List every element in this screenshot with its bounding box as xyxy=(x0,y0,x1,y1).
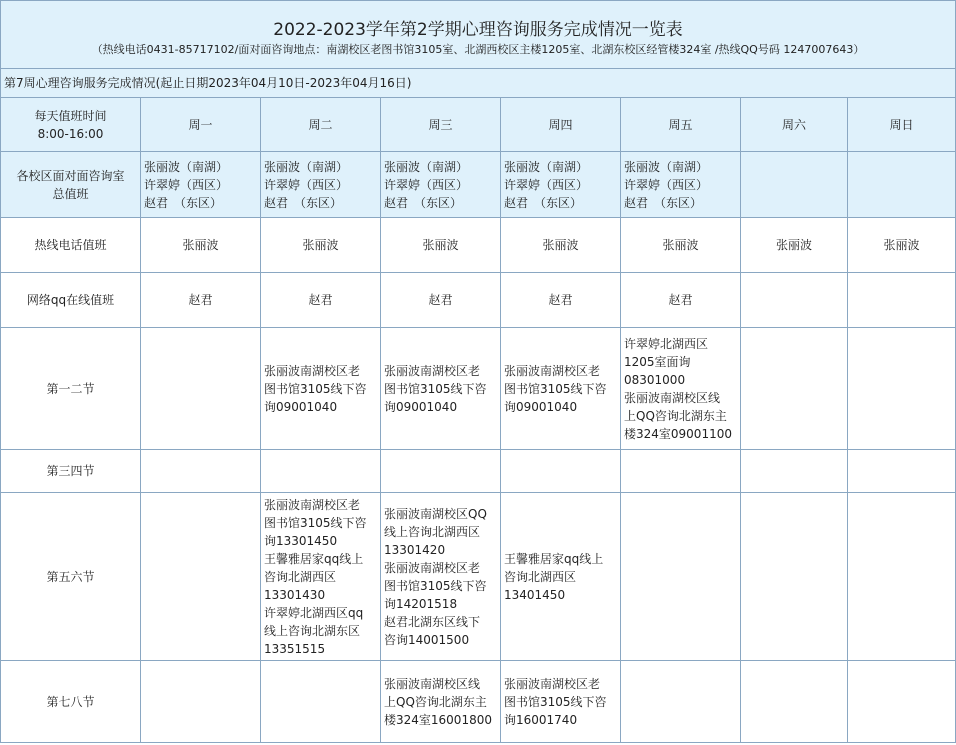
table-cell xyxy=(141,493,261,661)
table-cell xyxy=(848,152,956,218)
table-cell xyxy=(261,450,381,493)
table-cell xyxy=(741,152,848,218)
day-header-fri: 周五 xyxy=(621,98,741,152)
table-cell: 张丽波 xyxy=(141,218,261,273)
table-cell: 赵君 xyxy=(621,273,741,328)
table-cell xyxy=(141,661,261,743)
period-row xyxy=(1,69,956,98)
table-row xyxy=(1,493,956,661)
table-cell: 张丽波 xyxy=(261,218,381,273)
title-row xyxy=(1,1,956,69)
day-header-sat: 周六 xyxy=(741,98,848,152)
table-cell xyxy=(741,493,848,661)
duty-hours-label: 每天值班时间 xyxy=(34,108,107,123)
table-cell: 赵君 xyxy=(141,273,261,328)
table-cell: 张丽波南湖校区QQ 线上咨询北湖西区 13301420 张丽波南湖校区老 图书馆3105线下咨 询14201518 赵君北湖东区线下 咨询14001500 xyxy=(381,493,501,661)
table-cell: 张丽波（南湖） 许翠婷（西区） 赵君 （东区） xyxy=(141,152,261,218)
table-cell: 张丽波 xyxy=(381,218,501,273)
table-cell xyxy=(741,661,848,743)
duty-hours-header xyxy=(1,98,141,152)
table-cell: 张丽波南湖校区老 图书馆3105线下咨 询16001740 xyxy=(501,661,621,743)
table-cell: 张丽波南湖校区老 图书馆3105线下咨 询09001040 xyxy=(501,328,621,450)
table-cell xyxy=(741,273,848,328)
day-header-mon: 周一 xyxy=(141,98,261,152)
table-cell: 王馨雅居家qq线上 咨询北湖西区 13401450 xyxy=(501,493,621,661)
table-cell: 张丽波 xyxy=(501,218,621,273)
row-label: 第三四节 xyxy=(1,450,141,493)
row-label: 网络qq在线值班 xyxy=(1,273,141,328)
table-cell xyxy=(848,493,956,661)
table-cell: 张丽波南湖校区老 图书馆3105线下咨 询09001040 xyxy=(381,328,501,450)
table-cell xyxy=(848,273,956,328)
table-cell xyxy=(848,661,956,743)
day-header-tue: 周二 xyxy=(261,98,381,152)
day-header-thu: 周四 xyxy=(501,98,621,152)
row-label: 各校区面对面咨询室 总值班 xyxy=(1,152,141,218)
table-cell: 赵君 xyxy=(261,273,381,328)
table-row xyxy=(1,218,956,273)
row-label: 第七八节 xyxy=(1,661,141,743)
table-cell xyxy=(741,328,848,450)
table-cell: 张丽波 xyxy=(621,218,741,273)
table-cell xyxy=(261,661,381,743)
day-header-wed: 周三 xyxy=(381,98,501,152)
page-title: 2022-2023学年第2学期心理咨询服务完成情况一览表 xyxy=(273,19,683,40)
table-cell xyxy=(501,450,621,493)
table-cell xyxy=(741,450,848,493)
table-row xyxy=(1,152,956,218)
table-cell: 许翠婷北湖西区 1205室面询 08301000 张丽波南湖校区线 上QQ咨询北湖东主 楼324室09001100 xyxy=(621,328,741,450)
table-cell: 张丽波 xyxy=(741,218,848,273)
row-label: 热线电话值班 xyxy=(1,218,141,273)
table-cell xyxy=(848,328,956,450)
row-label: 第五六节 xyxy=(1,493,141,661)
day-header-sun: 周日 xyxy=(848,98,956,152)
table-row xyxy=(1,273,956,328)
page-subtitle: （热线电话0431-85717102/面对面咨询地点：南湖校区老图书馆3105室、北湖西校区主楼1205室、北湖东校区经管楼324室 /热线QQ号码 1247007643） xyxy=(91,42,865,56)
title-cell xyxy=(1,1,956,69)
table-cell xyxy=(621,493,741,661)
table-cell: 张丽波（南湖） 许翠婷（西区） 赵君 （东区） xyxy=(501,152,621,218)
table-cell: 张丽波（南湖） 许翠婷（西区） 赵君 （东区） xyxy=(381,152,501,218)
table-cell: 赵君 xyxy=(381,273,501,328)
duty-hours-value: 8:00-16:00 xyxy=(37,126,104,141)
table-cell: 张丽波南湖校区老 图书馆3105线下咨 询13301450 王馨雅居家qq线上 咨询北湖西区 13301430 许翠婷北湖西区qq 线上咨询北湖东区 13351515 xyxy=(261,493,381,661)
table-row xyxy=(1,661,956,743)
table-cell xyxy=(621,450,741,493)
table-cell xyxy=(141,328,261,450)
period-text: 第7周心理咨询服务完成情况(起止日期2023年04月10日-2023年04月16日) xyxy=(1,69,956,98)
table-cell: 张丽波 xyxy=(848,218,956,273)
table-cell: 张丽波南湖校区老 图书馆3105线下咨 询09001040 xyxy=(261,328,381,450)
table-row xyxy=(1,328,956,450)
table-cell: 张丽波南湖校区线 上QQ咨询北湖东主 楼324室16001800 xyxy=(381,661,501,743)
table-cell xyxy=(381,450,501,493)
table-cell: 张丽波（南湖） 许翠婷（西区） 赵君 （东区） xyxy=(261,152,381,218)
table-cell xyxy=(621,661,741,743)
table-cell: 张丽波（南湖） 许翠婷（西区） 赵君 （东区） xyxy=(621,152,741,218)
table-cell: 赵君 xyxy=(501,273,621,328)
table-row xyxy=(1,450,956,493)
header-row xyxy=(1,98,956,152)
row-label: 第一二节 xyxy=(1,328,141,450)
table-cell xyxy=(848,450,956,493)
table-cell xyxy=(141,450,261,493)
